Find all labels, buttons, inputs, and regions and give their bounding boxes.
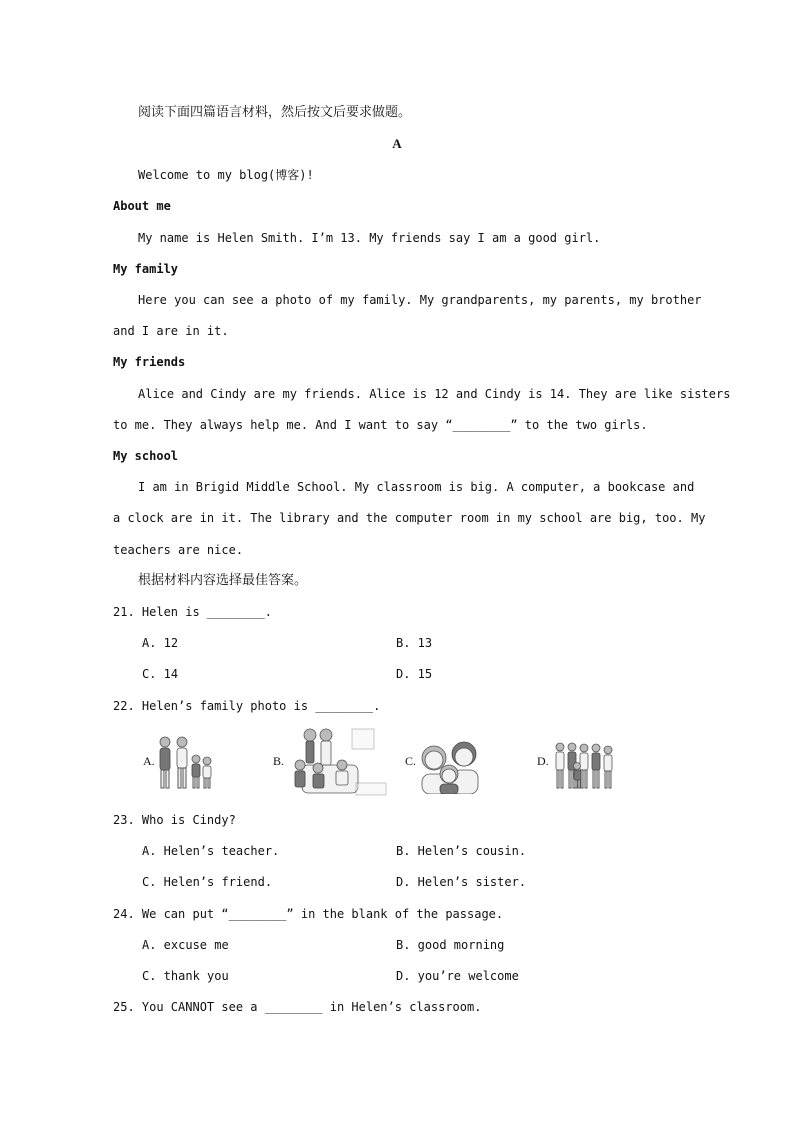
school-text-line-2: a clock are in it. The library and the computer room in my school are big, too. My [113, 511, 706, 525]
friends-text-line-2: to me. They always help me. And I want to say “________” to the two girls. [113, 418, 648, 432]
question-23-option-c[interactable]: C. Helen’s friend. [142, 875, 273, 889]
friends-heading: My friends [113, 355, 186, 369]
question-instruction: 根据材料内容选择最佳答案。 [138, 573, 308, 588]
question-24-option-d[interactable]: D. you’re welcome [396, 969, 519, 983]
family-text-line-2: and I are in it. [113, 324, 229, 338]
question-22-stem: 22. Helen’s family photo is ________. [113, 699, 381, 713]
question-23-option-d[interactable]: D. Helen’s sister. [396, 875, 527, 889]
question-22-option-d-label[interactable]: D. [537, 754, 549, 768]
family-portrait-icon[interactable] [418, 738, 490, 794]
question-21-option-c[interactable]: C. 14 [142, 667, 179, 681]
blog-welcome: Welcome to my blog(博客)! [138, 168, 314, 182]
family-text-line-1: Here you can see a photo of my family. My grandparents, my parents, my brother [138, 293, 702, 307]
question-22-option-c-label[interactable]: C. [405, 754, 417, 768]
reading-instruction: 阅读下面四篇语言材料，然后按文后要求做题。 [138, 105, 412, 120]
about-heading: About me [113, 199, 171, 213]
family-of-four-icon[interactable] [153, 733, 213, 791]
question-24-option-b[interactable]: B. good morning [396, 938, 505, 952]
family-of-six-icon[interactable] [552, 740, 622, 792]
family-on-sofa-icon[interactable] [288, 723, 392, 799]
school-heading: My school [113, 449, 179, 463]
question-21-option-b[interactable]: B. 13 [396, 636, 433, 650]
friends-text-line-1: Alice and Cindy are my friends. Alice is 12 and Cindy is 14. They are like sisters [138, 387, 731, 401]
question-21-option-d[interactable]: D. 15 [396, 667, 433, 681]
question-24-option-a[interactable]: A. excuse me [142, 938, 229, 952]
question-24-option-c[interactable]: C. thank you [142, 969, 229, 983]
question-21-stem: 21. Helen is ________. [113, 605, 272, 619]
question-22-option-b-label[interactable]: B. [273, 754, 285, 768]
question-23-option-b[interactable]: B. Helen’s cousin. [396, 844, 527, 858]
question-23-stem: 23. Who is Cindy? [113, 813, 236, 827]
family-heading: My family [113, 262, 179, 276]
question-25-stem: 25. You CANNOT see a ________ in Helen’s classroom. [113, 1000, 482, 1014]
question-21-option-a[interactable]: A. 12 [142, 636, 179, 650]
question-22-option-a-label[interactable]: A. [143, 754, 155, 768]
section-title: A [392, 136, 402, 151]
school-text-line-3: teachers are nice. [113, 543, 244, 557]
about-text: My name is Helen Smith. I’m 13. My friends say I am a good girl. [138, 231, 601, 245]
question-23-option-a[interactable]: A. Helen’s teacher. [142, 844, 280, 858]
school-text-line-1: I am in Brigid Middle School. My classroom is big. A computer, a bookcase and [138, 480, 695, 494]
question-24-stem: 24. We can put “________” in the blank of the passage. [113, 907, 504, 921]
